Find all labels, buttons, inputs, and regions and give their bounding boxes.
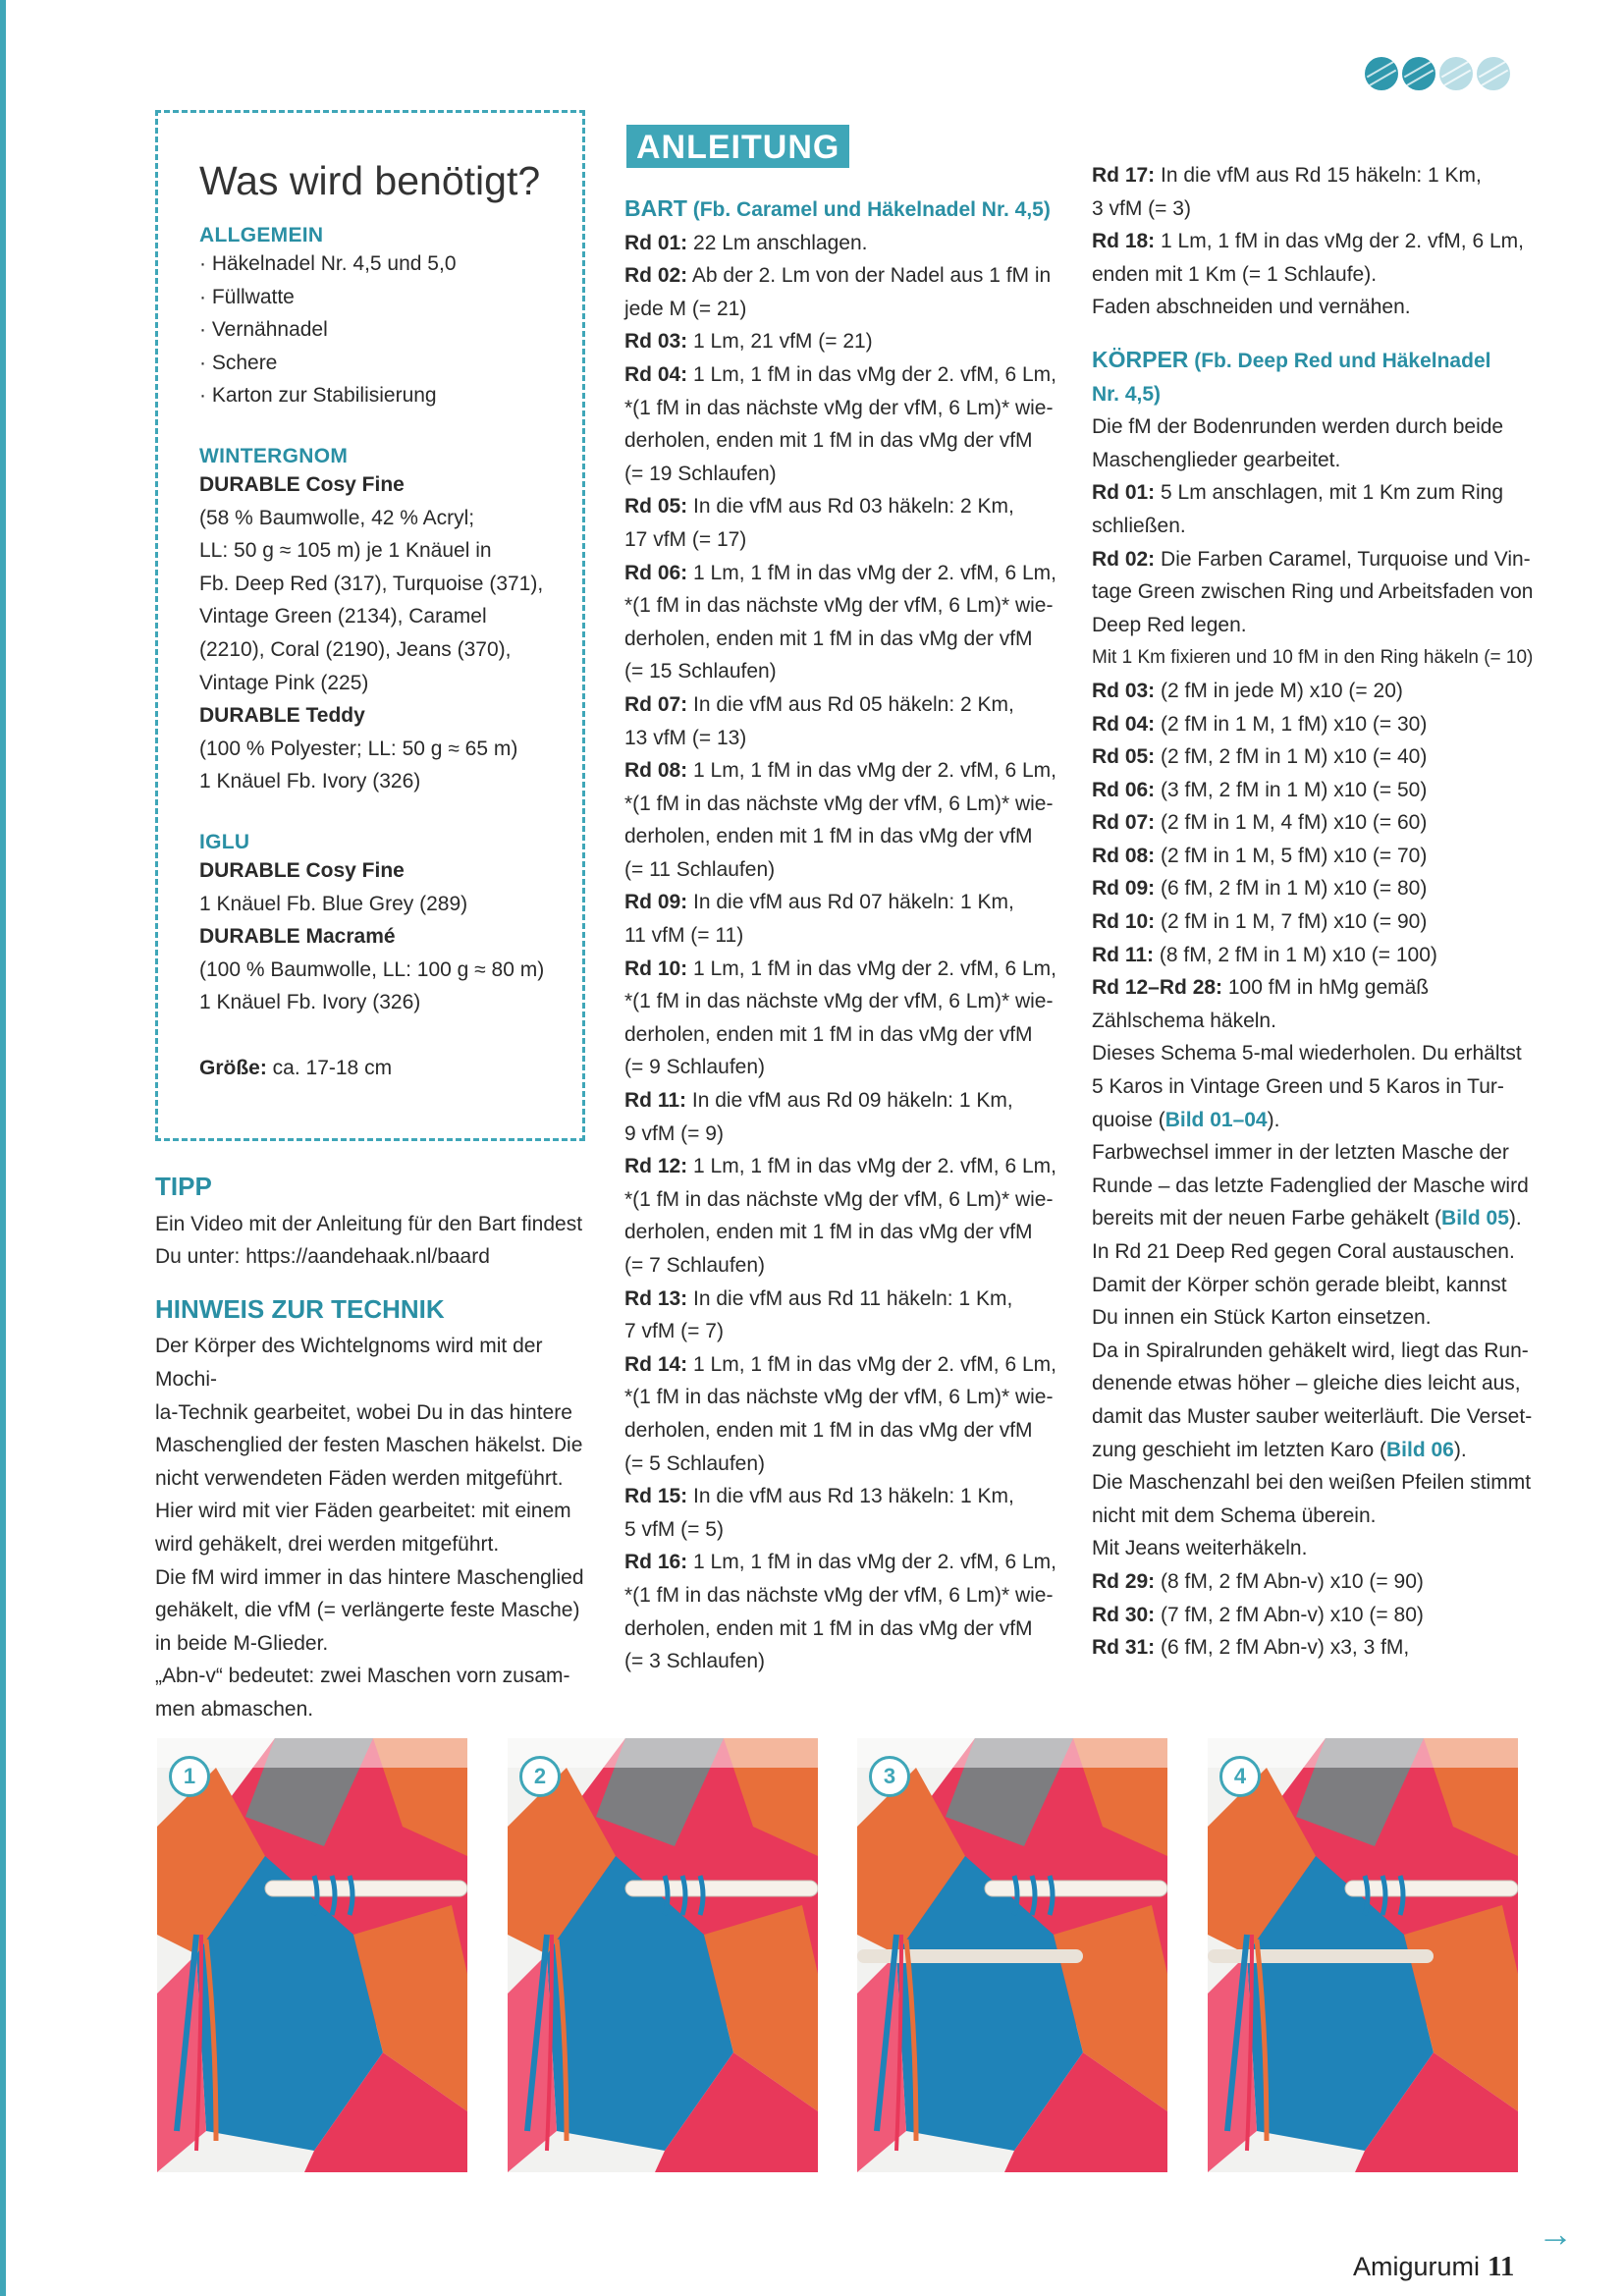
instruction-line: Rd 11: In die vfM aus Rd 09 häkeln: 1 Km, xyxy=(624,1089,1013,1113)
allgemein-list xyxy=(199,247,563,412)
instruction-line: (= 19 Schlaufen) xyxy=(624,462,777,485)
yarn-desc-line: Fb. Deep Red (317), Turquoise (371), xyxy=(199,572,544,595)
crochet-photo-illustration xyxy=(157,1738,467,2172)
koerper-heading: KÖRPER (Fb. Deep Red und Häkelnadel xyxy=(1092,346,1491,372)
yarn-desc-line: Vintage Green (2134), Caramel xyxy=(199,605,487,629)
instruction-line: Rd 09: (6 fM, 2 fM in 1 M) x10 (= 80) xyxy=(1092,877,1428,901)
instruction-line: Rd 04: (2 fM in 1 M, 1 fM) x10 (= 30) xyxy=(1092,712,1428,736)
step-number-badge: 4 xyxy=(1219,1756,1261,1797)
instruction-line: derholen, enden mit 1 fM in das vMg der vfM xyxy=(624,825,1033,848)
instruction-line: (= 11 Schlaufen) xyxy=(624,857,776,881)
instruction-line: tage Green zwischen Ring und Arbeitsfaden von xyxy=(1092,580,1534,604)
technique-line: wird gehäkelt, drei werden mitgeführt. xyxy=(155,1532,500,1556)
page-number: 11 xyxy=(1488,2251,1515,2282)
instruction-line: Rd 31: (6 fM, 2 fM Abn-v) x3, 3 fM, xyxy=(1092,1636,1410,1660)
left-accent-rule xyxy=(0,0,6,2296)
technique-line: Hier wird mit vier Fäden gearbeitet: mit einem xyxy=(155,1500,571,1523)
instruction-line: Rd 08: 1 Lm, 1 fM in das vMg der 2. vfM, 6 Lm, xyxy=(624,759,1056,783)
instruction-line: Rd 10: 1 Lm, 1 fM in das vMg der 2. vfM, 6 Lm, xyxy=(624,957,1056,980)
step-number-badge: 1 xyxy=(169,1756,210,1797)
text-line: In Rd 21 Deep Red gegen Coral austauschen. xyxy=(1092,1240,1515,1263)
text-line: Maschenglieder gearbeitet. xyxy=(1092,448,1341,471)
technique-line: Der Körper des Wichtelgnoms wird mit der Mochi- xyxy=(155,1335,543,1391)
instruction-line: Rd 07: (2 fM in 1 M, 4 fM) x10 (= 60) xyxy=(1092,811,1428,835)
difficulty-indicator xyxy=(1365,57,1510,90)
instruction-line: Rd 04: 1 Lm, 1 fM in das vMg der 2. vfM, 6 Lm, xyxy=(624,362,1056,386)
instruction-line: derholen, enden mit 1 fM in das vMg der vfM xyxy=(624,627,1033,650)
text-line: Farbwechsel immer in der letzten Masche der xyxy=(1092,1141,1509,1165)
instruction-line: Rd 16: 1 Lm, 1 fM in das vMg der 2. vfM, 6 Lm, xyxy=(624,1551,1056,1574)
materials-box xyxy=(155,110,585,1141)
instructions-column-2 xyxy=(624,192,1066,1678)
tip-line: Du unter: https://aandehaak.nl/baard xyxy=(155,1245,490,1269)
yarn-desc-line: 1 Knäuel Fb. Ivory (326) xyxy=(199,991,421,1014)
yarn-empty-icon xyxy=(1439,57,1473,90)
koerper-heading-cont: Nr. 4,5) xyxy=(1092,382,1162,406)
text-line: Du innen ein Stück Karton einsetzen. xyxy=(1092,1306,1432,1330)
step-photo-2 xyxy=(508,1738,818,2172)
yarn-full-icon xyxy=(1402,57,1435,90)
instruction-line: enden mit 1 Km (= 1 Schlaufe). xyxy=(1092,262,1378,286)
tip-title: TIPP xyxy=(155,1172,212,1201)
text-line: damit das Muster sauber weiterläuft. Die Verset- xyxy=(1092,1404,1533,1428)
technique-title: HINWEIS ZUR TECHNIK xyxy=(155,1293,445,1324)
instructions-column-3 xyxy=(1092,159,1553,1665)
text-line: Die fM der Bodenrunden werden durch beide xyxy=(1092,415,1504,439)
text-line: Die Maschenzahl bei den weißen Pfeilen stimmt xyxy=(1092,1471,1532,1495)
yarn-desc-line: Vintage Pink (225) xyxy=(199,671,369,694)
technique-line: la-Technik gearbeitet, wobei Du in das hintere xyxy=(155,1400,572,1424)
allgemein-label: ALLGEMEIN xyxy=(199,224,324,246)
instruction-line: Rd 12: 1 Lm, 1 fM in das vMg der 2. vfM, 6 Lm, xyxy=(624,1155,1056,1178)
instruction-line: jede M (= 21) xyxy=(624,297,747,320)
instruction-line: Rd 06: 1 Lm, 1 fM in das vMg der 2. vfM, 6 Lm, xyxy=(624,561,1056,584)
text-line: 5 Karos in Vintage Green und 5 Karos in Tur- xyxy=(1092,1075,1504,1099)
instruction-line: 9 vfM (= 9) xyxy=(624,1121,724,1145)
text-line: Damit der Körper schön gerade bleibt, kannst xyxy=(1092,1273,1507,1296)
yarn-empty-icon xyxy=(1477,57,1510,90)
text-line: Dieses Schema 5-mal wiederholen. Du erhältst xyxy=(1092,1042,1522,1066)
instruction-line: 3 vfM (= 3) xyxy=(1092,196,1191,220)
step-photo-4 xyxy=(1208,1738,1518,2172)
step-photo-3 xyxy=(857,1738,1167,2172)
instruction-line: Deep Red legen. xyxy=(1092,613,1247,636)
yarn-name: DURABLE Macramé xyxy=(199,925,396,949)
instruction-line: Rd 30: (7 fM, 2 fM Abn-v) x10 (= 80) xyxy=(1092,1603,1424,1626)
instruction-line: Zählschema häkeln. xyxy=(1092,1009,1276,1032)
crochet-photo-illustration xyxy=(857,1738,1167,2172)
instruction-line: derholen, enden mit 1 fM in das vMg der vfM xyxy=(624,1616,1033,1640)
text-line: nicht mit dem Schema überein. xyxy=(1092,1503,1377,1527)
instruction-line: Rd 01: 22 Lm anschlagen. xyxy=(624,231,868,254)
instruction-line: 17 vfM (= 17) xyxy=(624,527,747,551)
instruction-line: *(1 fM in das nächste vMg der vfM, 6 Lm)* wie- xyxy=(624,396,1054,419)
list-item: · Häkelnadel Nr. 4,5 und 5,0 xyxy=(199,247,563,281)
tip-section xyxy=(155,1171,597,1726)
yarn-name: DURABLE Cosy Fine xyxy=(199,472,405,496)
instruction-line: derholen, enden mit 1 fM in das vMg der vfM xyxy=(624,429,1033,453)
yarn-desc-line: LL: 50 g ≈ 105 m) je 1 Knäuel in xyxy=(199,539,492,563)
materials-title: Was wird benötigt? xyxy=(199,158,541,203)
list-item: · Vernähnadel xyxy=(199,313,563,347)
instruction-line: Rd 11: (8 fM, 2 fM in 1 M) x10 (= 100) xyxy=(1092,943,1437,966)
instruction-line: (= 9 Schlaufen) xyxy=(624,1056,766,1079)
text-line: bereits mit der neuen Farbe gehäkelt (Bild 05). xyxy=(1092,1207,1522,1230)
yarn-desc-line: (100 % Baumwolle, LL: 100 g ≈ 80 m) xyxy=(199,957,545,981)
text-line: zung geschieht im letzten Karo (Bild 06). xyxy=(1092,1438,1467,1461)
instruction-line: (= 3 Schlaufen) xyxy=(624,1650,766,1673)
instruction-line: Rd 15: In die vfM aus Rd 13 häkeln: 1 Km, xyxy=(624,1485,1014,1508)
instruction-line: *(1 fM in das nächste vMg der vfM, 6 Lm)* wie- xyxy=(624,1583,1054,1607)
instruction-line: derholen, enden mit 1 fM in das vMg der vfM xyxy=(624,1418,1033,1442)
instruction-line: Rd 13: In die vfM aus Rd 11 häkeln: 1 Km, xyxy=(624,1286,1013,1310)
instruction-line: Rd 09: In die vfM aus Rd 07 häkeln: 1 Km, xyxy=(624,891,1014,914)
technique-line: men abmaschen. xyxy=(155,1697,314,1721)
yarn-name: DURABLE Cosy Fine xyxy=(199,858,405,882)
instruction-line: Rd 08: (2 fM in 1 M, 5 fM) x10 (= 70) xyxy=(1092,844,1428,867)
instruction-line: *(1 fM in das nächste vMg der vfM, 6 Lm)* wie- xyxy=(624,594,1054,618)
list-item: · Karton zur Stabilisierung xyxy=(199,379,563,412)
instruction-line: 11 vfM (= 11) xyxy=(624,924,744,948)
step-photo-1 xyxy=(157,1738,467,2172)
bart-heading: BART (Fb. Caramel und Häkelnadel Nr. 4,5) xyxy=(624,195,1051,221)
list-item: · Füllwatte xyxy=(199,281,563,314)
instruction-line: *(1 fM in das nächste vMg der vfM, 6 Lm)* wie- xyxy=(624,1187,1054,1211)
instruction-line: Rd 03: (2 fM in jede M) x10 (= 20) xyxy=(1092,679,1403,702)
instructions-label: ANLEITUNG xyxy=(626,125,849,168)
list-item: · Schere xyxy=(199,347,563,380)
technique-line: „Abn-v“ bedeutet: zwei Maschen vorn zusam- xyxy=(155,1665,570,1688)
tip-line: Ein Video mit der Anleitung für den Bart findest xyxy=(155,1212,583,1235)
yarn-desc-line: 1 Knäuel Fb. Blue Grey (289) xyxy=(199,892,468,915)
instruction-line: 13 vfM (= 13) xyxy=(624,726,747,749)
instruction-line: Rd 14: 1 Lm, 1 fM in das vMg der 2. vfM, 6 Lm, xyxy=(624,1352,1056,1376)
instruction-line: 7 vfM (= 7) xyxy=(624,1320,724,1343)
instruction-line: Rd 17: In die vfM aus Rd 15 häkeln: 1 Km, xyxy=(1092,164,1482,187)
yarn-name: DURABLE Teddy xyxy=(199,704,365,728)
text-line: Mit 1 Km fixieren und 10 fM in den Ring häkeln (= 10) xyxy=(1092,647,1534,669)
instruction-line: Rd 02: Die Farben Caramel, Turquoise und Vin- xyxy=(1092,547,1531,571)
instruction-line: Rd 10: (2 fM in 1 M, 7 fM) x10 (= 90) xyxy=(1092,910,1428,934)
instruction-line: Rd 12–Rd 28: 100 fM in hMg gemäß xyxy=(1092,976,1430,1000)
wintergnom-label: WINTERGNOM xyxy=(199,444,349,467)
instruction-line: Rd 07: In die vfM aus Rd 05 häkeln: 2 Km, xyxy=(624,692,1014,716)
yarn-desc-line: 1 Knäuel Fb. Ivory (326) xyxy=(199,770,421,793)
instruction-line: Rd 01: 5 Lm anschlagen, mit 1 Km zum Ring xyxy=(1092,481,1504,505)
instruction-line: Faden abschneiden und vernähen. xyxy=(1092,296,1411,319)
instruction-line: 5 vfM (= 5) xyxy=(624,1517,724,1541)
technique-line: gehäkelt, die vfM (= verlängerte feste Masche) xyxy=(155,1599,580,1622)
text-line: Runde – das letzte Fadenglied der Masche wird xyxy=(1092,1174,1529,1197)
instruction-line: *(1 fM in das nächste vMg der vfM, 6 Lm)* wie- xyxy=(624,1386,1054,1409)
page-footer xyxy=(1353,2251,1514,2283)
instruction-line: *(1 fM in das nächste vMg der vfM, 6 Lm)* wie- xyxy=(624,990,1054,1013)
instruction-line: Rd 05: In die vfM aus Rd 03 häkeln: 2 Km, xyxy=(624,495,1014,519)
instruction-line: Rd 03: 1 Lm, 21 vfM (= 21) xyxy=(624,330,873,354)
instruction-line: Rd 02: Ab der 2. Lm von der Nadel aus 1 fM in xyxy=(624,264,1052,288)
instruction-line: Rd 06: (3 fM, 2 fM in 1 M) x10 (= 50) xyxy=(1092,778,1428,801)
crochet-photo-illustration xyxy=(1208,1738,1518,2172)
step-number-badge: 3 xyxy=(869,1756,910,1797)
yarn-desc-line: (2210), Coral (2190), Jeans (370), xyxy=(199,637,512,661)
instruction-line: derholen, enden mit 1 fM in das vMg der vfM xyxy=(624,1221,1033,1244)
yarn-desc-line: (58 % Baumwolle, 42 % Acryl; xyxy=(199,506,475,529)
instruction-line: schließen. xyxy=(1092,514,1186,537)
instruction-line: Rd 05: (2 fM, 2 fM in 1 M) x10 (= 40) xyxy=(1092,745,1428,769)
text-line: Da in Spiralrunden gehäkelt wird, liegt das Run- xyxy=(1092,1339,1529,1362)
yarn-full-icon xyxy=(1365,57,1398,90)
instruction-line: (= 7 Schlaufen) xyxy=(624,1254,766,1277)
size-info: Größe: ca. 17-18 cm xyxy=(199,1056,393,1079)
crochet-photo-illustration xyxy=(508,1738,818,2172)
instruction-line: Rd 18: 1 Lm, 1 fM in das vMg der 2. vfM, 6 Lm, xyxy=(1092,230,1524,253)
magazine-name: Amigurumi xyxy=(1353,2252,1481,2281)
instruction-line: (= 5 Schlaufen) xyxy=(624,1451,766,1475)
text-line: Mit Jeans weiterhäkeln. xyxy=(1092,1537,1308,1560)
next-page-arrow-icon[interactable]: → xyxy=(1538,2214,1573,2254)
step-number-badge: 2 xyxy=(519,1756,561,1797)
yarn-desc-line: (100 % Polyester; LL: 50 g ≈ 65 m) xyxy=(199,737,518,760)
technique-line: Die fM wird immer in das hintere Maschenglied xyxy=(155,1565,584,1589)
iglu-label: IGLU xyxy=(199,830,250,853)
instruction-line: (= 15 Schlaufen) xyxy=(624,660,777,683)
text-line: quoise (Bild 01–04). xyxy=(1092,1108,1280,1131)
instruction-line: *(1 fM in das nächste vMg der vfM, 6 Lm)* wie- xyxy=(624,792,1054,815)
instruction-line: Rd 29: (8 fM, 2 fM Abn-v) x10 (= 90) xyxy=(1092,1569,1424,1593)
text-line: denende etwas höher – gleiche dies leicht aus, xyxy=(1092,1372,1521,1395)
instruction-line: derholen, enden mit 1 fM in das vMg der vfM xyxy=(624,1022,1033,1046)
technique-line: Maschenglied der festen Maschen häkelst. Die xyxy=(155,1434,583,1457)
technique-line: nicht verwendeten Fäden werden mitgeführt. xyxy=(155,1466,564,1490)
technique-line: in beide M-Glieder. xyxy=(155,1631,329,1655)
